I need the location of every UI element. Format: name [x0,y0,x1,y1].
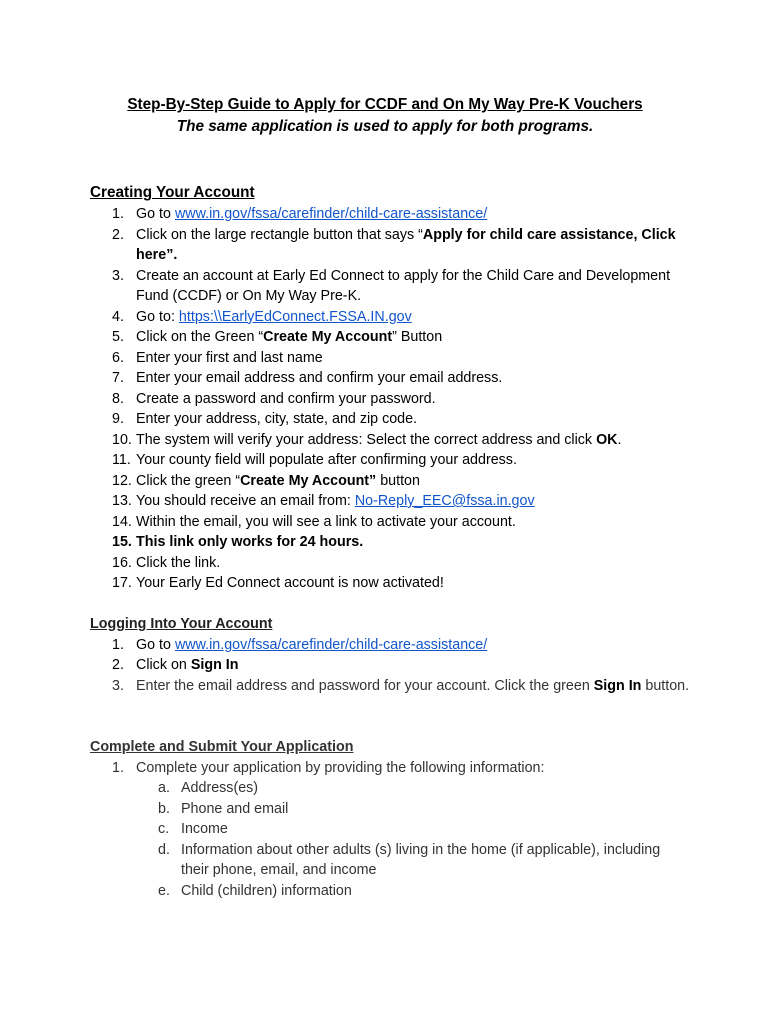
list-item: c. Income [158,821,228,837]
list-item: 14. Within the email, you will see a link to activate your account. [112,513,516,530]
title-line-1: Step-By-Step Guide to Apply for CCDF and On My Way Pre-K Vouchers [127,96,643,113]
list-item: 10. The system will verify your address: Select the correct address and click OK. [112,431,622,448]
creating-steps-list [90,204,690,594]
list-item: 11. Your county field will populate after confirming your address. [112,452,517,468]
document-title [0,94,770,138]
heading-creating-account: Creating Your Account [90,184,255,201]
section-creating-account [90,182,690,594]
list-item: 8. Create a password and confirm your password. [112,390,436,407]
heading-complete-submit: Complete and Submit Your Application [90,739,354,755]
title-line-2: The same application is used to apply for both programs. [176,118,594,135]
list-item: 6. Enter your first and last name [112,349,323,366]
list-item: 15. This link only works for 24 hours. [112,534,364,550]
list-item: 1. Complete your application by providing the following information: [112,759,545,776]
list-item: 12. Click the green “Create My Account” button [112,472,420,489]
list-item: 1. Go to www.in.gov/fssa/carefinder/child-care-assistance/ [112,636,488,653]
list-item: b. Phone and email [158,800,289,817]
carefinder-link[interactable]: www.in.gov/fssa/carefinder/child-care-assistance/ [174,206,488,222]
complete-sub-list [90,778,690,901]
heading-logging-in: Logging Into Your Account [90,616,273,632]
list-item: 2. Click on the large rectangle button that says “Apply for child care assistance, Click here”. [112,226,676,263]
logging-steps-list [90,635,690,697]
section-complete-submit [90,737,690,901]
list-item: 7. Enter your email address and confirm your email address. [112,370,503,386]
list-item: 5. Click on the Green “Create My Account” Button [112,329,443,345]
list-item: 9. Enter your address, city, state, and zip code. [112,411,418,427]
carefinder-link-2[interactable]: www.in.gov/fssa/carefinder/child-care-assistance/ [174,636,488,653]
list-item: 3. Create an account at Early Ed Connect to apply for the Child Care and Development Fund (CCDF) or On My Way Pre-K. [112,267,671,304]
list-item: d. Information about other adults (s) living in the home (if applicable), including their phone, email, and income [158,841,661,878]
list-item: 4. Go to: https:\\EarlyEdConnect.FSSA.IN.gov [112,308,412,325]
no-reply-email-link[interactable]: No-Reply_EEC@fssa.in.gov [354,493,535,509]
list-item: 16. Click the link. [112,554,221,571]
section-logging-in [90,614,690,696]
list-item: 13. You should receive an email from: No-Reply_EEC@fssa.in.gov [112,493,535,509]
list-item: e. Child (children) information [158,882,352,899]
list-item: 2. Click on Sign In [112,657,239,673]
list-item: a. Address(es) [158,780,259,796]
early-ed-connect-link[interactable]: https:\\EarlyEdConnect.FSSA.IN.gov [178,308,412,325]
list-item: 3. Enter the email address and password for your account. Click the green Sign In button. [112,677,690,694]
complete-steps-list [90,758,690,779]
list-item: 1. Go to www.in.gov/fssa/carefinder/child-care-assistance/ [112,206,488,222]
list-item: 17. Your Early Ed Connect account is now activated! [112,575,444,591]
